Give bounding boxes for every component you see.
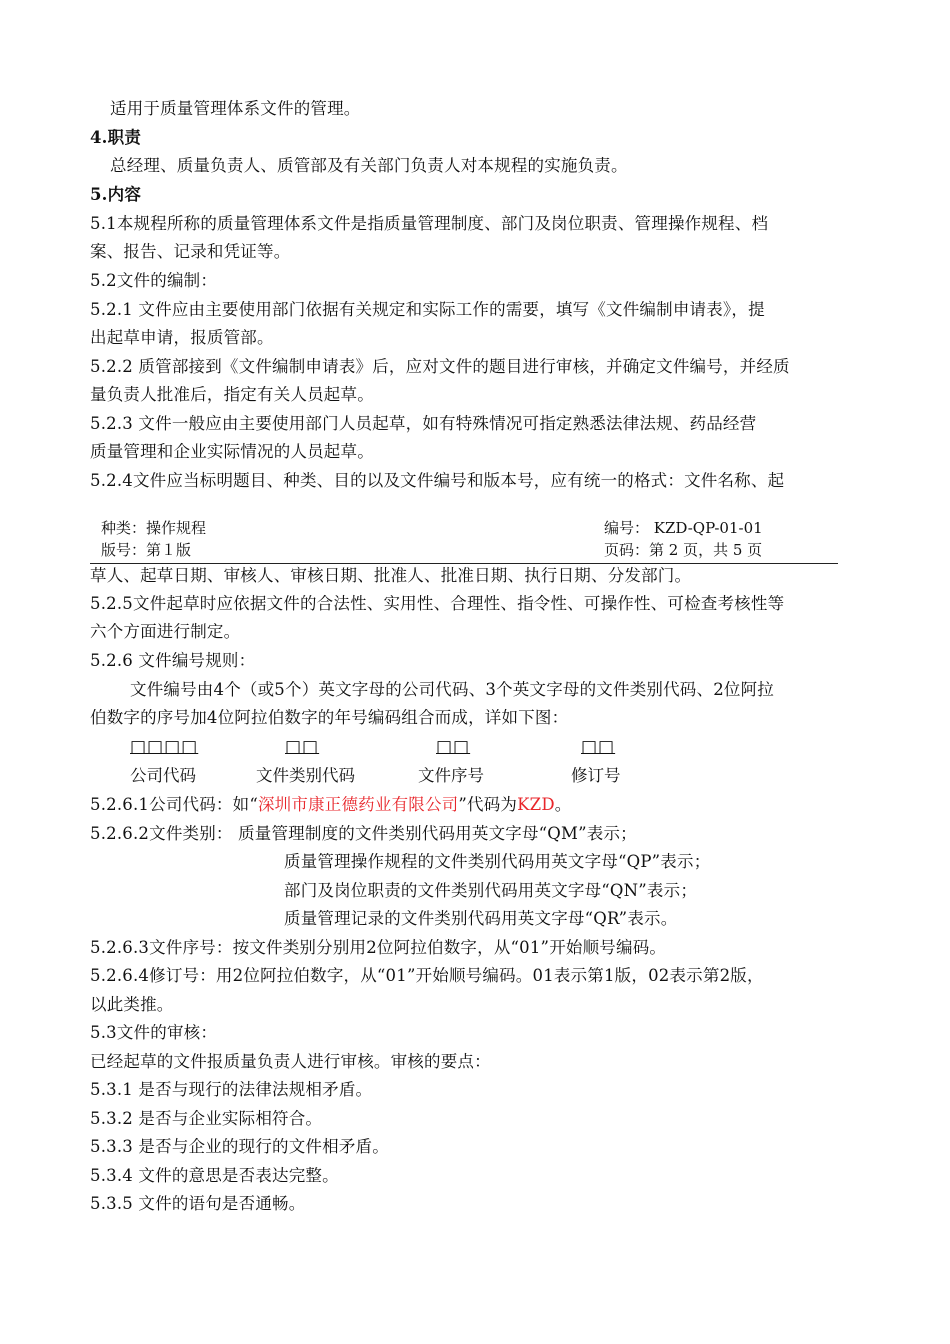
header-document-number: 编号： KZD-QP-01-01 bbox=[604, 519, 763, 537]
category-rule-line: 质量管理操作规程的文件类别代码用英文字母“QP”表示； bbox=[284, 852, 711, 871]
subsection-heading: 5.2文件的编制： bbox=[90, 271, 218, 290]
company-name: 深圳市康正德药业有限公司 bbox=[257, 795, 459, 814]
section-heading-content: 5.内容 bbox=[90, 185, 142, 204]
header-version: 版号：第１版 bbox=[101, 541, 192, 559]
paragraph-line: 5.2.1 文件应由主要使用部门依据有关规定和实际工作的需要，填写《文件编制申请表》，提 bbox=[90, 300, 765, 319]
category-rule-line: 部门及岗位职责的文件类别代码用英文字母“QN”表示； bbox=[284, 881, 698, 900]
paragraph-line: 5.2.6.4修订号：用2位阿拉伯数字，从“01”开始顺号编码。01表示第1版，02表示第2版， bbox=[90, 966, 764, 985]
rule-text: 5.2.6.1公司代码：如“ bbox=[90, 795, 258, 814]
category-rule-line: 5.2.6.2文件类别： 质量管理制度的文件类别代码用英文字母“QM”表示； bbox=[90, 824, 637, 843]
review-point: 5.3.2 是否与企业实际相符合。 bbox=[90, 1109, 323, 1128]
paragraph-line: 出起草申请，报质管部。 bbox=[90, 328, 274, 347]
header-divider bbox=[90, 563, 838, 564]
paragraph-line: 文件编号由4个（或5个）英文字母的公司代码、3个英文字母的文件类别代码、2位阿拉 bbox=[130, 680, 774, 699]
paragraph-line: 5.2.4文件应当标明题目、种类、目的以及文件编号和版本号，应有统一的格式：文件名称、起 bbox=[90, 471, 785, 490]
paragraph-line: 伯数字的序号加4位阿拉伯数字的年号编码组合而成，详如下图： bbox=[90, 708, 569, 727]
company-code: KZD bbox=[517, 795, 555, 814]
revision-number-boxes: □□ bbox=[581, 737, 616, 757]
paragraph-line: 5.2.2 质管部接到《文件编制申请表》后，应对文件的题目进行审核，并确定文件编号，并经质 bbox=[90, 357, 790, 376]
review-point: 5.3.4 文件的意思是否表达完整。 bbox=[90, 1166, 339, 1185]
company-code-rule bbox=[90, 794, 571, 816]
responsibility-text: 总经理、质量负责人、质管部及有关部门负责人对本规程的实施负责。 bbox=[110, 156, 628, 175]
category-code-boxes: □□ bbox=[285, 737, 320, 757]
paragraph-line: 草人、起草日期、审核人、审核日期、批准人、批准日期、执行日期、分发部门。 bbox=[90, 566, 692, 585]
review-point: 5.3.1 是否与现行的法律法规相矛盾。 bbox=[90, 1080, 373, 1099]
rule-text: ”代码为 bbox=[458, 795, 518, 814]
section-heading-responsibility: 4.职责 bbox=[90, 128, 142, 147]
paragraph-line: 量负责人批准后，指定有关人员起草。 bbox=[90, 385, 374, 404]
serial-number-label: 文件序号 bbox=[418, 766, 484, 785]
paragraph-line: 已经起草的文件报质量负责人进行审核。审核的要点： bbox=[90, 1052, 491, 1071]
paragraph-line: 5.2.3 文件一般应由主要使用部门人员起草，如有特殊情况可指定熟悉法律法规、药品经营 bbox=[90, 414, 757, 433]
serial-number-boxes: □□ bbox=[436, 737, 471, 757]
company-code-label: 公司代码 bbox=[130, 766, 196, 785]
category-rule-line: 质量管理记录的文件类别代码用英文字母“QR”表示。 bbox=[284, 909, 678, 928]
subsection-heading: 5.3文件的审核： bbox=[90, 1023, 218, 1042]
paragraph-line: 质量管理和企业实际情况的人员起草。 bbox=[90, 442, 374, 461]
category-code-label: 文件类别代码 bbox=[256, 766, 355, 785]
paragraph-line: 5.2.5文件起草时应依据文件的合法性、实用性、合理性、指令性、可操作性、可检查考核性等 bbox=[90, 594, 785, 613]
paragraph-line: 六个方面进行制定。 bbox=[90, 622, 241, 641]
paragraph-line: 5.2.6.3文件序号：按文件类别分别用2位阿拉伯数字，从“01”开始顺号编码。 bbox=[90, 938, 667, 957]
header-page-number: 页码：第 2 页，共 5 页 bbox=[604, 541, 763, 559]
header-document-type: 种类：操作规程 bbox=[101, 519, 207, 537]
subsection-heading: 5.2.6 文件编号规则： bbox=[90, 651, 256, 670]
review-point: 5.3.3 是否与企业的现行的文件相矛盾。 bbox=[90, 1137, 389, 1156]
paragraph-line: 以此类推。 bbox=[90, 995, 174, 1014]
review-point: 5.3.5 文件的语句是否通畅。 bbox=[90, 1194, 306, 1213]
rule-text: 。 bbox=[554, 795, 572, 814]
paragraph-line: 案、报告、记录和凭证等。 bbox=[90, 242, 291, 261]
revision-number-label: 修订号 bbox=[571, 766, 621, 785]
company-code-boxes: □□□□ bbox=[130, 737, 199, 757]
scope-text: 适用于质量管理体系文件的管理。 bbox=[110, 99, 361, 118]
paragraph-line: 5.1本规程所称的质量管理体系文件是指质量管理制度、部门及岗位职责、管理操作规程、档 bbox=[90, 214, 769, 233]
